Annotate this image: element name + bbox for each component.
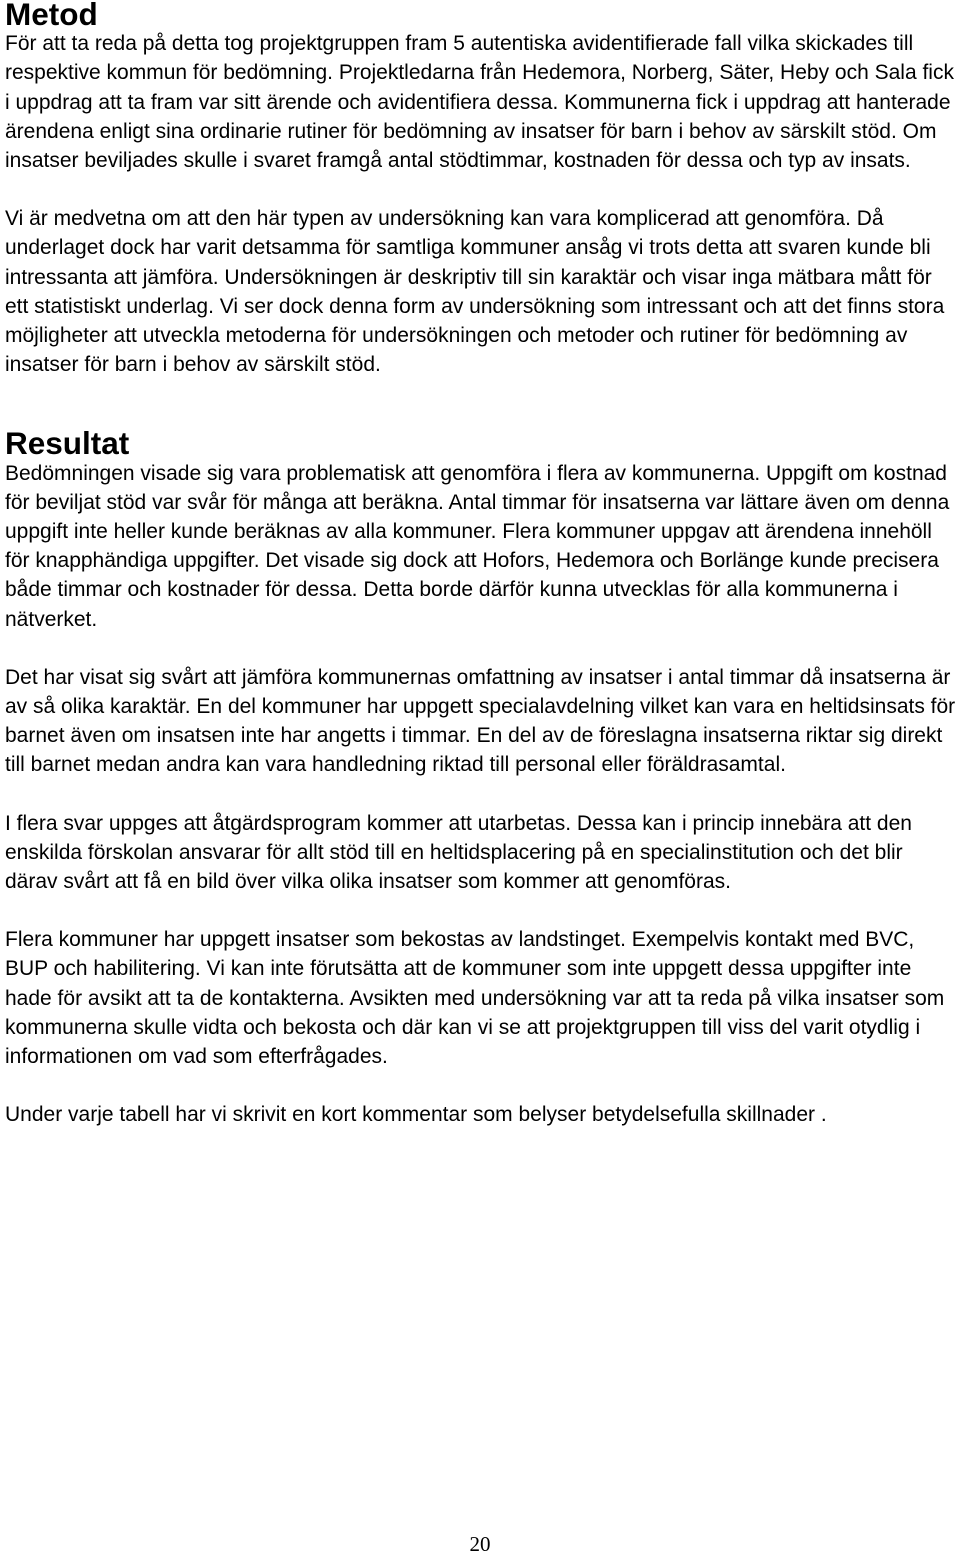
resultat-section — [5, 425, 957, 1129]
paragraph-gap — [5, 780, 957, 809]
resultat-paragraph-5: Under varje tabell har vi skrivit en kort kommentar som belyser betydelsefulla skillnader . — [5, 1103, 827, 1127]
resultat-paragraph-4: Flera kommuner har uppgett insatser som bekostas av landstinget. Exempelvis kontakt med BVC, BUP och habilitering. Vi kan inte förutsätta att de kommuner som inte uppgett dessa uppgifter inte hade för avsikt att ta de kontakterna. Avsikten med undersökning var att ta reda på vilka insatser som kommunerna skulle vidta och bekosta och där kan vi se att projektgruppen till viss del varit otydlig i informationen om vad som efterfrågades. — [5, 928, 945, 1069]
paragraph-gap — [5, 175, 957, 204]
page-number: 20 — [469, 1532, 491, 1556]
section-heading-resultat: Resultat — [5, 425, 130, 462]
paragraph-gap — [5, 634, 957, 663]
resultat-paragraph-1: Bedömningen visade sig vara problematisk att genomföra i flera av kommunerna. Uppgift om kostnad för beviljat stöd var svår för många att beräkna. Antal timmar för insatserna var lättare även om denna uppgift inte heller kunde beräknas av alla kommuner. Flera kommuner uppgav att ärendena innehöll för knapphändiga uppgifter. Det visade sig dock att Hofors, Hedemora och Borlänge kunde precisera både timmar och kostnader för dessa. Detta borde därför kunna utvecklas för alla kommunerna i nätverket. — [5, 461, 950, 631]
section-gap — [5, 379, 957, 429]
section-heading-metod: Metod — [5, 0, 98, 32]
resultat-paragraph-2: Det har visat sig svårt att jämföra kommunernas omfattning av insatser i antal timmar då insatserna är av så olika karaktär. En del kommuner har uppgett specialavdelning vilket kan vara en heltidsinsats för barnet även om insatsen inte har angetts i timmar. En del av de föreslagna insatserna riktar sig direkt till barnet medan andra kan vara handledning riktad till personal eller föräldrasamtal. — [5, 665, 956, 777]
document-page — [5, 0, 957, 1130]
resultat-paragraph-3: I flera svar uppges att åtgärdsprogram kommer att utarbetas. Dessa kan i princip innebära att den enskilda förskolan ansvarar för allt stöd till en heltidsplacering på en specialinstitution och det blir därav svårt att få en bild över vilka olika insatser som kommer att genomföras. — [5, 811, 912, 894]
metod-paragraph-2: Vi är medvetna om att den här typen av undersökning kan vara komplicerad att genomföra. Då underlaget dock har varit detsamma för samtliga kommuner ansåg vi trots detta att svaren kunde bli intressanta att jämföra. Undersökningen är deskriptiv till sin karaktär och visar inga mätbara mått för ett statistiskt underlag. Vi ser dock denna form av undersökning som intressant och att det finns stora möjligheter att utveckla metoderna för undersökningen och metoder och rutiner för bedömning av insatser för barn i behov av särskilt stöd. — [5, 207, 945, 377]
metod-section — [5, 0, 957, 379]
metod-paragraph-1: För att ta reda på detta tog projektgruppen fram 5 autentiska avidentifierade fall vilka skickades till respektive kommun för bedömning. Projektledarna från Hedemora, Norberg, Säter, Heby och Sala fick i uppdrag att ta fram var sitt ärende och avidentifiera dessa. Kommunerna fick i uppdrag att hanterade ärendena enligt sina ordinarie rutiner för bedömning av insatser för barn i behov av särskilt stöd. Om insatser beviljades skulle i svaret framgå antal stödtimmar, kostnaden för dessa och typ av insats. — [5, 32, 954, 173]
paragraph-gap — [5, 1071, 957, 1100]
paragraph-gap — [5, 896, 957, 925]
